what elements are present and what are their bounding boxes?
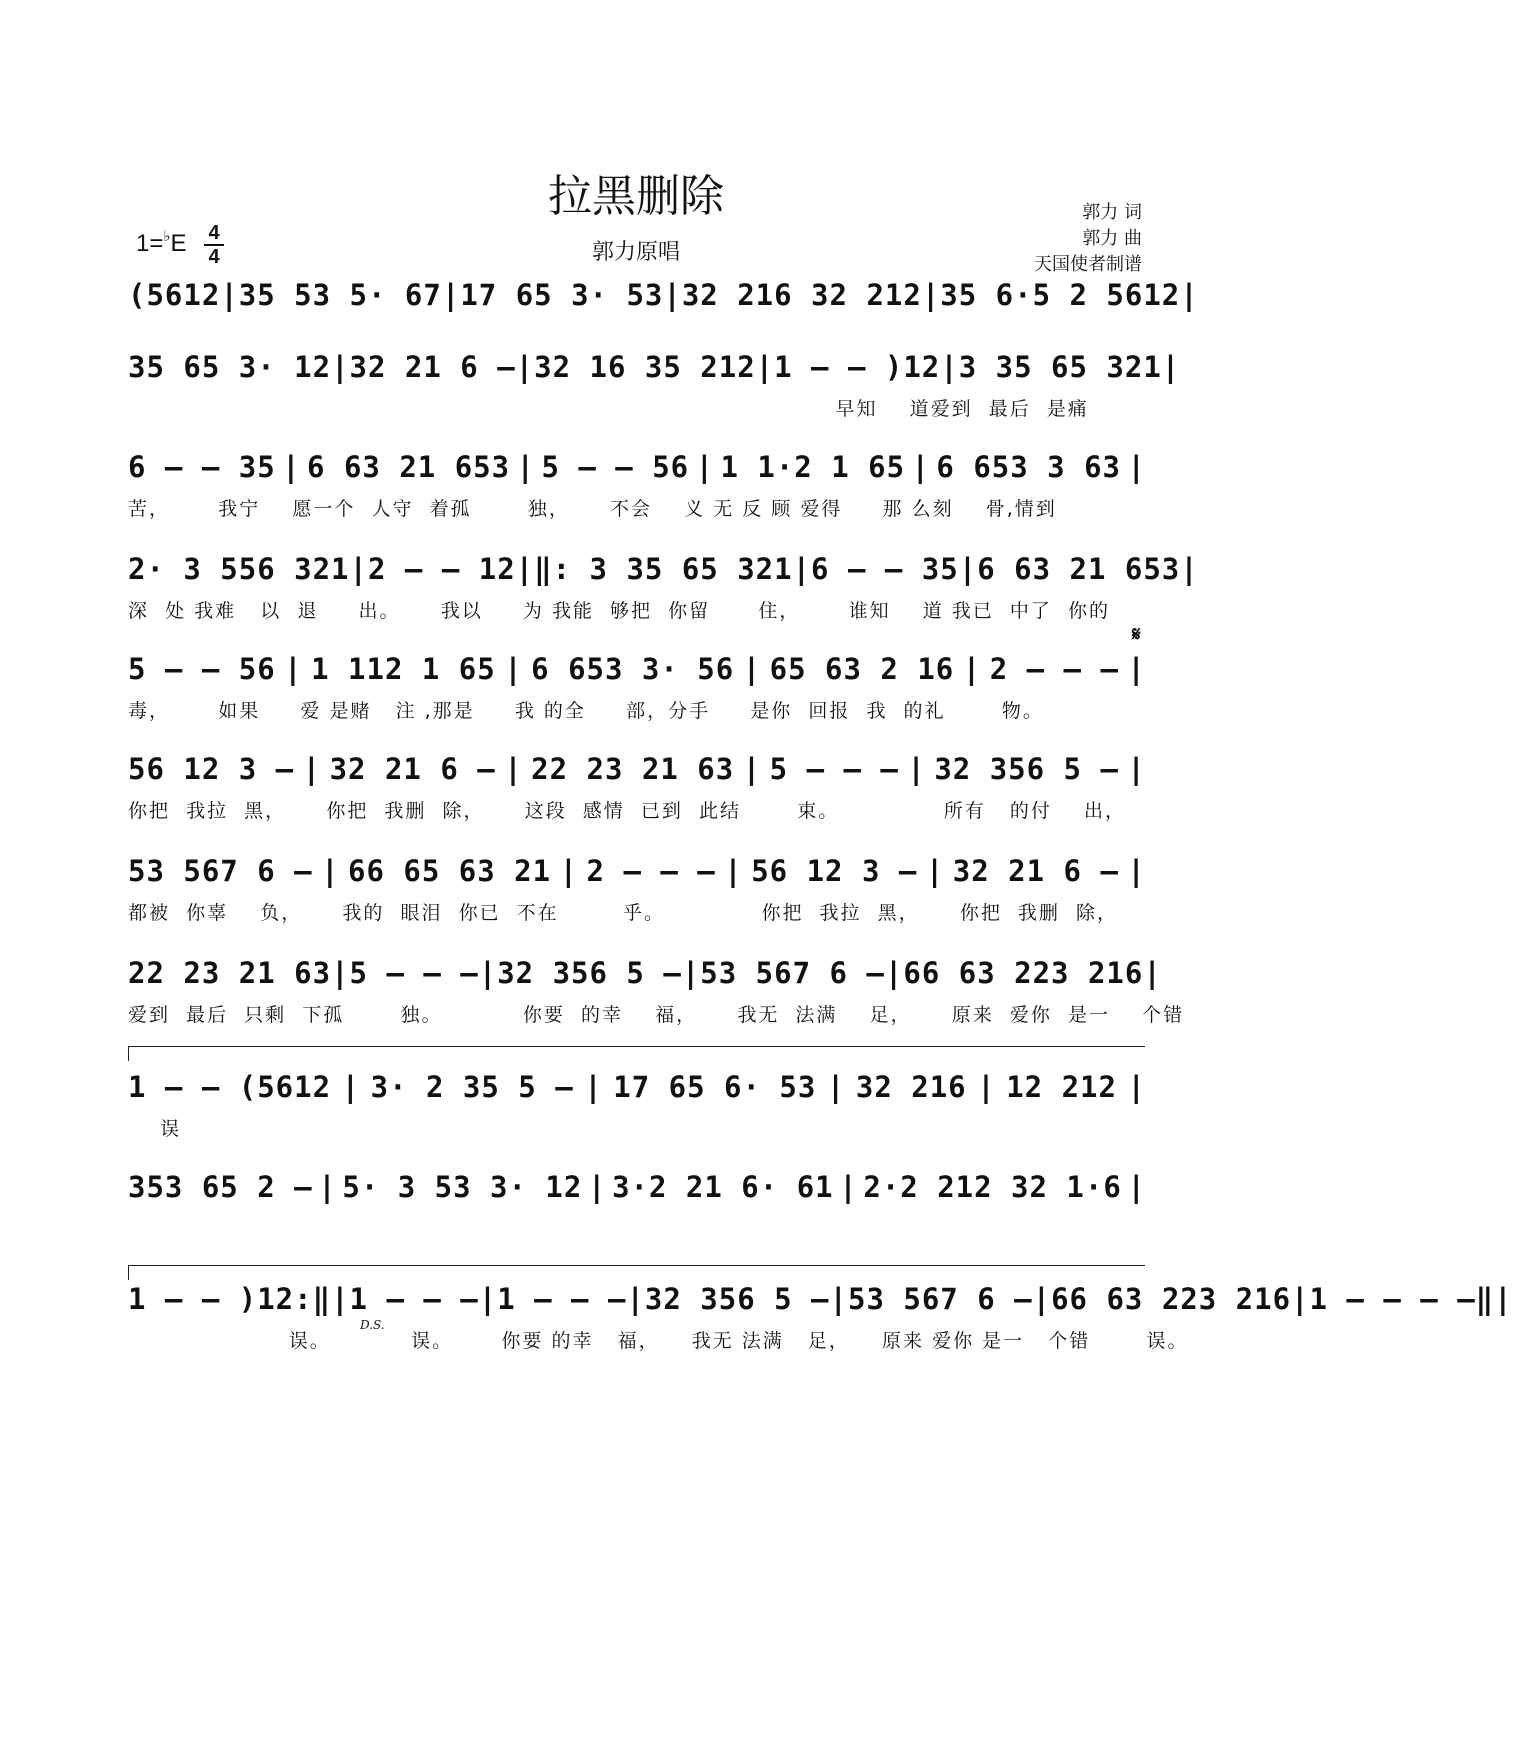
measure: 53 567 6 – xyxy=(847,1282,1033,1316)
measure: 2 – – – xyxy=(586,854,716,888)
barline: | xyxy=(1127,1170,1146,1204)
barline: | xyxy=(478,956,498,990)
measure: 17 65 3· 53 xyxy=(460,278,664,312)
barline: | xyxy=(504,652,523,686)
barline: | xyxy=(755,350,775,384)
barline: | xyxy=(829,1282,848,1316)
measure: 353 65 2 – xyxy=(128,1170,313,1204)
measure: 1 112 1 65 xyxy=(311,652,496,686)
measure: 5 – – – xyxy=(769,752,899,786)
barline: | xyxy=(907,752,926,786)
barline: | xyxy=(626,1282,645,1316)
lyrics-line: 都被 你辜 负， 我的 眼泪 你已 不在 乎。 你把 我拉 黑， 你把 我删 除， xyxy=(128,902,1118,924)
barline: | xyxy=(318,1170,337,1204)
measure: 2 – – – xyxy=(989,652,1119,686)
barline: | xyxy=(742,652,762,686)
measure: 32 16 35 212 xyxy=(534,350,756,384)
measure: 35 6·5 2 5612 xyxy=(940,278,1181,312)
measure: 17 65 6· 53 xyxy=(613,1070,817,1104)
barline: | xyxy=(1127,652,1146,686)
barline: | xyxy=(341,1070,361,1104)
score-system xyxy=(128,946,1185,1030)
measure: 1 – – (5612 xyxy=(128,1070,332,1104)
barline: | xyxy=(302,752,322,786)
barline: | xyxy=(884,956,904,990)
barline: | xyxy=(940,350,959,384)
notation-line xyxy=(128,642,1146,686)
barline: | xyxy=(1127,854,1146,888)
barline: | xyxy=(1161,350,1181,384)
lyrics-line: 误。 误。 你要 的幸 福， 我无 法满 足， 原来 爱你 是一 个错 误。 xyxy=(128,1330,1189,1352)
lyrics-line: 误 xyxy=(128,1118,182,1140)
measure: 5 – – 56 xyxy=(541,450,690,484)
key-signature: 1=♭E xyxy=(136,228,187,257)
measure: 1 – – )12:‖ xyxy=(128,1282,332,1316)
barline: | xyxy=(1032,1282,1052,1316)
volta-bracket-2 xyxy=(128,1265,1145,1280)
measure: (5612 xyxy=(128,278,221,312)
barline: | xyxy=(1143,956,1162,990)
barline: | xyxy=(663,278,682,312)
measure: 6 653 3 63 xyxy=(936,450,1122,484)
volta-bracket-1 xyxy=(128,1046,1145,1061)
barline: | xyxy=(349,552,368,586)
barline: | xyxy=(331,350,350,384)
measure: 6 – – 35 xyxy=(128,450,276,484)
measure: 6 653 3· 56 xyxy=(531,652,735,686)
barline: | xyxy=(1291,1282,1310,1316)
score-system xyxy=(128,1272,1513,1356)
notation-line xyxy=(128,1160,1146,1204)
barline: | xyxy=(504,752,523,786)
measure: 3· 2 35 5 – xyxy=(370,1070,574,1104)
score-system xyxy=(128,440,1146,524)
lyrics-line: 毒， 如果 爱 是赌 注 ,那是 我 的全 部，分手 是你 回报 我 的礼 物。 xyxy=(128,700,1044,722)
barline: | xyxy=(284,652,303,686)
measure: 5 – – 56 xyxy=(128,652,276,686)
barline: | xyxy=(724,854,743,888)
measure: 1 1·2 1 65 xyxy=(720,450,906,484)
ds-mark: D.S. xyxy=(360,1318,385,1332)
measure: 2· 3 556 321 xyxy=(128,552,350,586)
measure: 1 – – – xyxy=(349,1282,479,1316)
measure: 32 356 5 – xyxy=(934,752,1119,786)
barline: | xyxy=(282,450,301,484)
measure: 3 35 65 321 xyxy=(958,350,1162,384)
lyrics-line: 你把 我拉 黑， 你把 我删 除， 这段 感情 已到 此结 束。 所有 的付 出， xyxy=(128,800,1127,822)
barline: | xyxy=(695,450,715,484)
barline: | xyxy=(515,552,535,586)
barline: | xyxy=(321,854,340,888)
barline: | xyxy=(516,450,535,484)
song-title: 拉黑删除 xyxy=(548,171,724,222)
measure: 32 356 5 – xyxy=(497,956,682,990)
measure: 5 – – – xyxy=(349,956,479,990)
score-system xyxy=(128,1160,1146,1244)
score-system xyxy=(128,1060,1146,1144)
barline: | xyxy=(587,1170,607,1204)
measure: 22 23 21 63 xyxy=(531,752,735,786)
barline: | xyxy=(911,450,930,484)
time-signature: 4 4 xyxy=(204,222,224,268)
segno-mark: 𝄋 xyxy=(1132,622,1141,646)
measure: 2 – – 12 xyxy=(367,552,516,586)
score-system xyxy=(128,844,1146,928)
composer: 郭力 曲 xyxy=(1082,228,1142,249)
lyrics-line: 深 处 我难 以 退 出。 我以 为 我能 够把 你留 住， 谁知 道 我已 中了 你的 xyxy=(128,600,1110,622)
measure: ‖: 3 35 65 321 xyxy=(534,552,793,586)
barline: | xyxy=(331,1282,350,1316)
barline: | xyxy=(921,278,941,312)
lyrics-line xyxy=(128,1214,1146,1244)
measure: 32 21 6 – xyxy=(329,752,496,786)
measure: 35 65 3· 12 xyxy=(128,350,332,384)
score-system xyxy=(128,642,1146,726)
measure: 66 63 223 216 xyxy=(903,956,1144,990)
notation-line xyxy=(128,742,1146,786)
notation-line xyxy=(128,440,1146,484)
barline: | xyxy=(826,1070,846,1104)
measure: 1 – – )12 xyxy=(774,350,941,384)
notation-line xyxy=(128,268,1199,312)
barline: | xyxy=(742,752,762,786)
measure: 6 63 21 653 xyxy=(977,552,1181,586)
barline: | xyxy=(792,552,812,586)
barline: | xyxy=(839,1170,858,1204)
notation-line xyxy=(128,542,1199,586)
measure: 2·2 212 32 1·6 xyxy=(863,1170,1122,1204)
measure: 3·2 21 6· 61 xyxy=(612,1170,834,1204)
singer-credit: 郭力原唱 xyxy=(591,240,680,265)
notation-line xyxy=(128,946,1162,990)
score-system xyxy=(128,742,1146,826)
measure: 32 21 6 – xyxy=(952,854,1119,888)
measure: 5· 3 53 3· 12 xyxy=(342,1170,583,1204)
barline: | xyxy=(1180,278,1199,312)
lyrics-line: 苦， 我宁 愿一个 人守 着孤 独， 不会 义 无 反 顾 爱得 那 么刻 骨,情到 xyxy=(128,498,1057,520)
barline: | xyxy=(925,854,945,888)
lyricist: 郭力 词 xyxy=(1082,202,1142,223)
measure: 66 63 223 216 xyxy=(1051,1282,1292,1316)
measure: 56 12 3 – xyxy=(128,752,295,786)
notation-line xyxy=(128,1060,1146,1104)
score-system xyxy=(128,340,1181,424)
measure: 22 23 21 63 xyxy=(128,956,332,990)
measure: 32 216 xyxy=(855,1070,967,1104)
measure: 6 63 21 653 xyxy=(307,450,511,484)
measure: 6 – – 35 xyxy=(811,552,959,586)
measure: 32 21 6 – xyxy=(349,350,516,384)
credits xyxy=(1034,200,1142,278)
measure: 32 356 5 – xyxy=(644,1282,830,1316)
arranger: 天国使者制谱 xyxy=(1034,254,1142,275)
notation-line xyxy=(128,340,1181,384)
barline: | xyxy=(681,956,701,990)
measure: 53 567 6 – xyxy=(128,854,313,888)
barline: | xyxy=(962,652,982,686)
barline: | xyxy=(1494,1282,1513,1316)
lyrics-line: 爱到 最后 只剩 下孤 独。 你要 的幸 福， 我无 法满 足， 原来 爱你 是一 个错 xyxy=(128,1004,1185,1026)
barline: | xyxy=(1127,752,1146,786)
barline: | xyxy=(977,1070,996,1104)
barline: | xyxy=(515,350,535,384)
notation-line xyxy=(128,844,1146,888)
measure: 1 – – – xyxy=(497,1282,627,1316)
measure: 35 53 5· 67 xyxy=(238,278,442,312)
barline: | xyxy=(441,278,461,312)
measure: 12 212 xyxy=(1006,1070,1117,1104)
lyrics-line: 早知 道爱到 最后 是痛 xyxy=(128,398,1089,420)
barline: | xyxy=(1127,1070,1146,1104)
barline: | xyxy=(584,1070,603,1104)
measure: 56 12 3 – xyxy=(751,854,918,888)
barline: | xyxy=(958,552,978,586)
measure: 32 216 32 212 xyxy=(681,278,922,312)
score-system xyxy=(128,542,1199,626)
measure: 1 – – – –‖ xyxy=(1309,1282,1495,1316)
barline: | xyxy=(559,854,579,888)
measure: 66 65 63 21 xyxy=(348,854,552,888)
barline: | xyxy=(220,278,239,312)
barline: | xyxy=(478,1282,498,1316)
barline: | xyxy=(1127,450,1146,484)
barline: | xyxy=(1180,552,1199,586)
measure: 53 567 6 – xyxy=(700,956,885,990)
measure: 65 63 2 16 xyxy=(769,652,955,686)
barline: | xyxy=(331,956,350,990)
